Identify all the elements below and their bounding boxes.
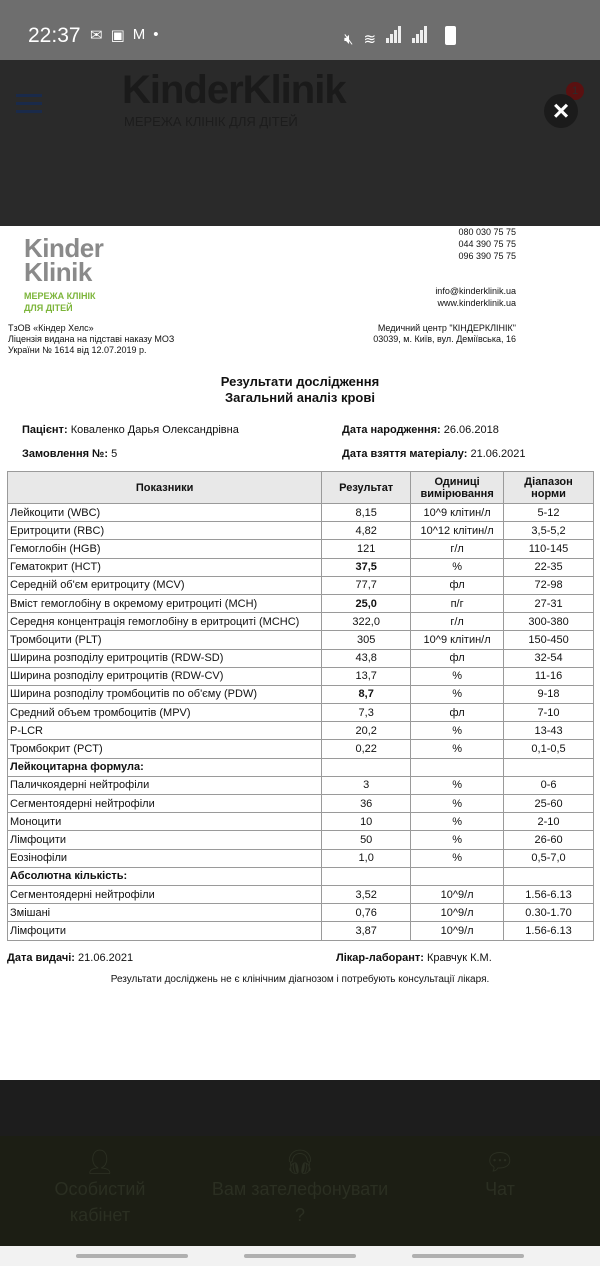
cell-u: г/л	[411, 540, 504, 558]
cell-r: 8,15	[322, 504, 411, 522]
mute-icon: 🔇︎	[344, 31, 354, 48]
cell-n: Паличкоядерні нейтрофіли	[8, 776, 322, 794]
nav-chat[interactable]: 💬︎ Чат	[460, 1150, 540, 1202]
cell-n: Сегментоядерні нейтрофіли	[8, 795, 322, 813]
cell-g: 150-450	[504, 631, 594, 649]
table-section-row	[8, 867, 594, 885]
cell-r: 43,8	[322, 649, 411, 667]
cell-n: Лейкоцити (WBC)	[8, 504, 322, 522]
cell-r: 36	[322, 795, 411, 813]
table-row	[8, 667, 594, 685]
table-header	[8, 472, 594, 504]
cell-n: Моноцити	[8, 813, 322, 831]
disclaimer: Результати досліджень не є клінічним діагнозом і потребують консультації лікаря.	[110, 974, 490, 985]
cell-u: 10^12 клітин/л	[411, 522, 504, 540]
table-row	[8, 922, 594, 940]
document-title: Результати дослідження Загальний аналіз крові	[220, 374, 380, 405]
table-row	[8, 904, 594, 922]
cell-u: 10^9 клітин/л	[411, 504, 504, 522]
table-section-row	[8, 758, 594, 776]
cell-r: 1,0	[322, 849, 411, 867]
nav-cabinet[interactable]: 👤︎ Особистий кабінет	[40, 1150, 160, 1228]
dob-field: Дата народження: 26.06.2018	[342, 424, 499, 436]
cell-r: 4,82	[322, 522, 411, 540]
cell-g: 5-12	[504, 504, 594, 522]
cell-u: %	[411, 795, 504, 813]
table-row	[8, 558, 594, 576]
cell-g: 13-43	[504, 722, 594, 740]
cell-g: 0-6	[504, 776, 594, 794]
cell-n: Лімфоцити	[8, 831, 322, 849]
table-row	[8, 631, 594, 649]
cell-u: 10^9/л	[411, 922, 504, 940]
cell-g: 9-18	[504, 685, 594, 703]
bottom-nav	[0, 1136, 600, 1246]
cell-g: 7-10	[504, 704, 594, 722]
cell-u: %	[411, 849, 504, 867]
cell-n: Вміст гемоглобіну в окремому еритроциті (MCH)	[8, 594, 322, 612]
cell-g: 11-16	[504, 667, 594, 685]
table-row	[8, 776, 594, 794]
cell-g: 110-145	[504, 540, 594, 558]
cell-n: Еозінофіли	[8, 849, 322, 867]
cell-n: Тромбоцити (PLT)	[8, 631, 322, 649]
col-indicators: Показники	[8, 472, 322, 504]
cell-n: Тромбокрит (PCT)	[8, 740, 322, 758]
cell-u: %	[411, 831, 504, 849]
menu-icon[interactable]	[16, 94, 42, 118]
table-row	[8, 831, 594, 849]
cell-n: Ширина розподілу тромбоцитів по об'єму (PDW)	[8, 685, 322, 703]
cell-u: 10^9/л	[411, 904, 504, 922]
table-row	[8, 649, 594, 667]
cell-n: Змішані	[8, 904, 322, 922]
mail-icon: ✉	[90, 27, 103, 44]
table-row	[8, 813, 594, 831]
cell-n: Сегментоядерні нейтрофіли	[8, 885, 322, 903]
cell-g: 27-31	[504, 594, 594, 612]
cell-n: Середня концентрація гемоглобіну в еритроциті (MCHC)	[8, 613, 322, 631]
status-bar	[0, 0, 600, 60]
cell-r: 7,3	[322, 704, 411, 722]
cell-r: 3	[322, 776, 411, 794]
cell-g: 1.56-6.13	[504, 922, 594, 940]
table-row	[8, 685, 594, 703]
cell-u: %	[411, 558, 504, 576]
clinic-address: Медичний центр "КІНДЕРКЛІНІК" 03039, м. Київ, вул. Деміївська, 16	[373, 323, 516, 344]
issue-date: Дата видачі: 21.06.2021	[7, 952, 134, 964]
cell-g: 32-54	[504, 649, 594, 667]
table-row	[8, 722, 594, 740]
cell-n: P-LCR	[8, 722, 322, 740]
cell-u: %	[411, 685, 504, 703]
signal-icon	[386, 26, 402, 48]
cell-g: 26-60	[504, 831, 594, 849]
cell-r: 322,0	[322, 613, 411, 631]
site-header	[0, 60, 600, 226]
table-row	[8, 504, 594, 522]
table-row	[8, 740, 594, 758]
col-result: Результат	[322, 472, 411, 504]
gmail-icon: M	[132, 26, 146, 43]
cell-r: 3,87	[322, 922, 411, 940]
cell-r: 13,7	[322, 667, 411, 685]
results-table	[7, 471, 594, 941]
site-logo[interactable]: KinderKlinik	[122, 68, 346, 112]
cell-g: 22-35	[504, 558, 594, 576]
cell-n: Ширина розподілу еритроцитів (RDW-SD)	[8, 649, 322, 667]
cell-r: 8,7	[322, 685, 411, 703]
cell-r: 50	[322, 831, 411, 849]
cell-u: фл	[411, 649, 504, 667]
table-row	[8, 594, 594, 612]
lab-doctor: Лікар-лаборант: Кравчук К.М.	[336, 952, 492, 964]
table-row	[8, 704, 594, 722]
cell-g: 0.30-1.70	[504, 904, 594, 922]
cell-r: 305	[322, 631, 411, 649]
cell-u: %	[411, 813, 504, 831]
chat-icon: 💬︎	[484, 1149, 516, 1176]
user-icon: 👤︎	[84, 1149, 116, 1176]
cell-u: п/г	[411, 594, 504, 612]
table-row	[8, 613, 594, 631]
battery-icon	[445, 26, 456, 45]
cell-n: Абсолютна кількість:	[8, 867, 322, 885]
cell-r: 0,76	[322, 904, 411, 922]
clinic-logo: Kinder Klinik МЕРЕЖА КЛІНІК ДЛЯ ДІТЕЙ	[24, 233, 104, 313]
signal-2-icon	[412, 26, 428, 48]
cell-g: 72-98	[504, 576, 594, 594]
cell-u: %	[411, 776, 504, 794]
cell-g: 3,5-5,2	[504, 522, 594, 540]
cell-r: 20,2	[322, 722, 411, 740]
cell-u: фл	[411, 576, 504, 594]
cell-r: 10	[322, 813, 411, 831]
cell-g: 0,1-0,5	[504, 740, 594, 758]
patient-field: Пацієнт: Коваленко Дарья Олександрівна	[22, 424, 239, 436]
cell-u: г/л	[411, 613, 504, 631]
cell-g: 2-10	[504, 813, 594, 831]
clinic-contacts: 080 030 75 75 044 390 75 75 096 390 75 75 info@kinderklinik.ua www.kinderklinik.ua	[435, 227, 516, 308]
close-button[interactable]: ×	[544, 94, 578, 128]
cell-g: 25-60	[504, 795, 594, 813]
license-info: ТзОВ «Кіндер Хелс» Ліцензія видана на підставі наказу МОЗ України № 1614 від 12.07.2019 р.	[8, 323, 175, 355]
table-row	[8, 576, 594, 594]
cell-n: Середній об'єм еритроциту (MCV)	[8, 576, 322, 594]
cell-g: 0,5-7,0	[504, 849, 594, 867]
cell-r: 121	[322, 540, 411, 558]
site-tagline: МЕРЕЖА КЛІНІК ДЛЯ ДІТЕЙ	[124, 114, 298, 129]
col-units: Одиниці вимірювання	[411, 472, 504, 504]
cell-n: Лейкоцитарна формула:	[8, 758, 322, 776]
clock: 22:37	[28, 24, 81, 47]
dot-icon: •	[153, 26, 159, 43]
table-row	[8, 795, 594, 813]
cell-r: 0,22	[322, 740, 411, 758]
cell-g: 300-380	[504, 613, 594, 631]
order-field: Замовлення №: 5	[22, 448, 118, 460]
image-icon: ▣	[110, 27, 125, 44]
headset-icon: 🎧︎	[284, 1149, 316, 1176]
cell-g: 1.56-6.13	[504, 885, 594, 903]
lab-result-document	[0, 226, 600, 1080]
col-range: Діапазон норми	[504, 472, 594, 504]
cell-n: Лімфоцити	[8, 922, 322, 940]
cell-u: %	[411, 667, 504, 685]
cell-r: 37,5	[322, 558, 411, 576]
table-row	[8, 885, 594, 903]
cell-n: Еритроцити (RBC)	[8, 522, 322, 540]
cell-u: фл	[411, 704, 504, 722]
wifi-icon: ≋	[363, 31, 377, 48]
nav-callback[interactable]: 🎧︎ Вам зателефонувати ?	[211, 1149, 389, 1225]
sample-date-field: Дата взяття матеріалу: 21.06.2021	[342, 448, 526, 460]
cell-u: %	[411, 722, 504, 740]
cell-u: %	[411, 740, 504, 758]
cell-u: 10^9 клітин/л	[411, 631, 504, 649]
cell-n: Гематокрит (HCT)	[8, 558, 322, 576]
table-row	[8, 522, 594, 540]
cell-n: Ширина розподілу еритроцитів (RDW-CV)	[8, 667, 322, 685]
gesture-bar	[0, 1246, 600, 1266]
cell-r: 25,0	[322, 594, 411, 612]
cell-r: 77,7	[322, 576, 411, 594]
cart-badge[interactable]: 1	[566, 82, 584, 100]
table-row	[8, 849, 594, 867]
table-row	[8, 540, 594, 558]
cell-n: Средний объем тромбоцитів (MPV)	[8, 704, 322, 722]
cell-u: 10^9/л	[411, 885, 504, 903]
cell-n: Гемоглобін (HGB)	[8, 540, 322, 558]
cell-r: 3,52	[322, 885, 411, 903]
